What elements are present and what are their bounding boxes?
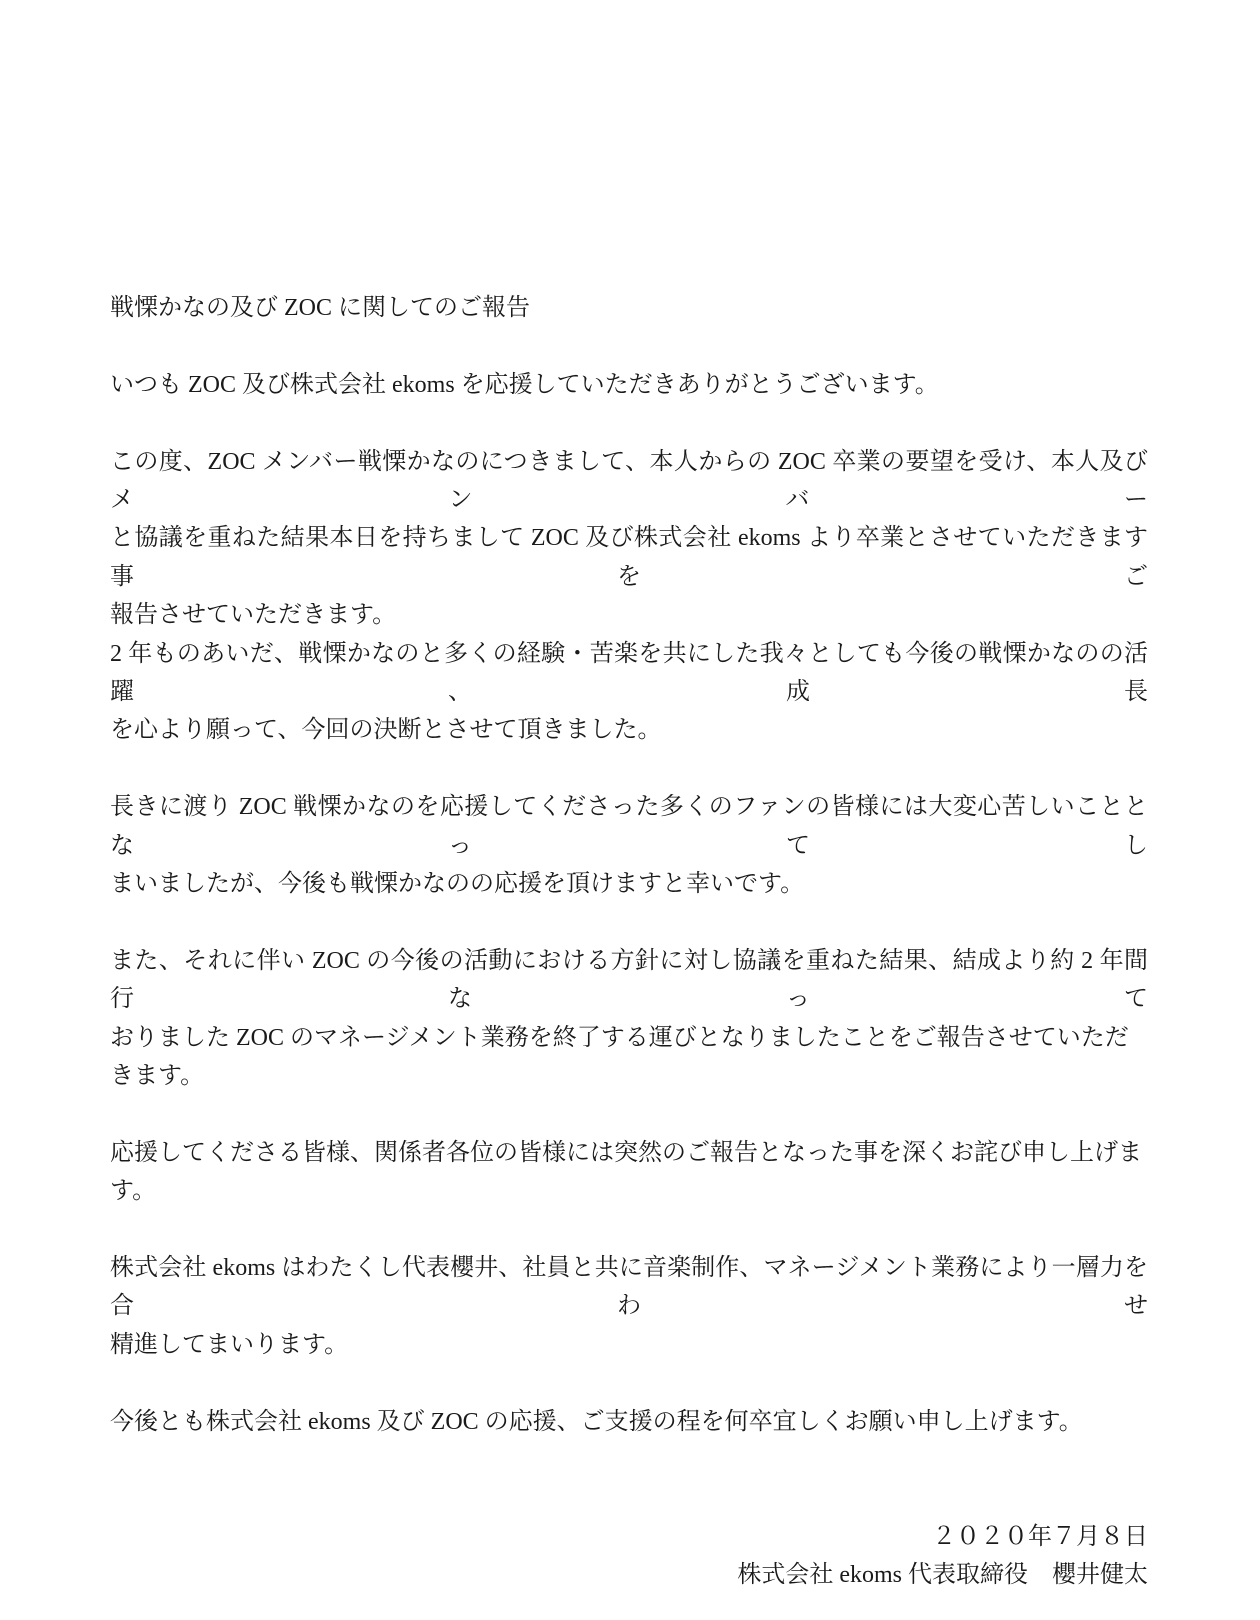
blank-line — [110, 903, 1148, 941]
blank-line — [110, 1095, 1148, 1133]
blank-line — [110, 750, 1148, 788]
blank-line — [110, 404, 1148, 442]
text-line: を心より願って、今回の決断とさせて頂きました。 — [110, 717, 662, 744]
text-line: 応援してくださる皆様、関係者各位の皆様には突然のご報告となった事を深くお詫び申し上げます。 — [110, 1139, 1142, 1205]
blank-line — [110, 1364, 1148, 1402]
blank-line — [110, 1479, 1148, 1517]
text-line: まいましたが、今後も戦慄かなのの応援を頂けますと幸いです。 — [110, 871, 805, 898]
text-line: 株式会社 ekoms はわたくし代表櫻井、社員と共に音楽制作、マネージメント業務により一層力を合わせ — [110, 1255, 1148, 1320]
signature-line: 株式会社 ekoms 代表取締役 櫻井健太 — [737, 1562, 1148, 1589]
document-body — [110, 289, 1148, 1595]
text-line: おりました ZOC のマネージメント業務を終了する運びとなりましたことをご報告させていただきます。 — [110, 1024, 1129, 1090]
text-line: いつも ZOC 及び株式会社 ekoms を応援していただきありがとうございます。 — [110, 371, 939, 398]
document-title: 戦慄かなの及び ZOC に関してのご報告 — [110, 295, 530, 321]
blank-line — [110, 1441, 1148, 1479]
date-line: ２０２０年７月８日 — [932, 1523, 1148, 1550]
blank-line — [110, 1211, 1148, 1249]
text-line: 長きに渡り ZOC 戦慄かなのを応援してくださった多くのファンの皆様には大変心苦しいこととなってし — [110, 794, 1148, 859]
text-line: 報告させていただきます。 — [110, 602, 397, 629]
text-line: と協議を重ねた結果本日を持ちまして ZOC 及び株式会社 ekoms より卒業とさせていただきます事をご — [110, 525, 1148, 590]
text-line: 精進してまいります。 — [110, 1331, 349, 1358]
text-line: この度、ZOC メンバー戦慄かなのにつきまして、本人からの ZOC 卒業の要望を受け、本人及びメンバー — [110, 448, 1148, 513]
blank-line — [110, 327, 1148, 365]
text-line: 2 年ものあいだ、戦慄かなのと多くの経験・苦楽を共にした我々としても今後の戦慄かなのの活躍、成長 — [110, 640, 1148, 706]
text-line: 今後とも株式会社 ekoms 及び ZOC の応援、ご支援の程を何卒宜しくお願い申し上げます。 — [110, 1408, 1083, 1435]
text-line: また、それに伴い ZOC の今後の活動における方針に対し協議を重ねた結果、結成より約 2 年間行なって — [110, 947, 1148, 1013]
